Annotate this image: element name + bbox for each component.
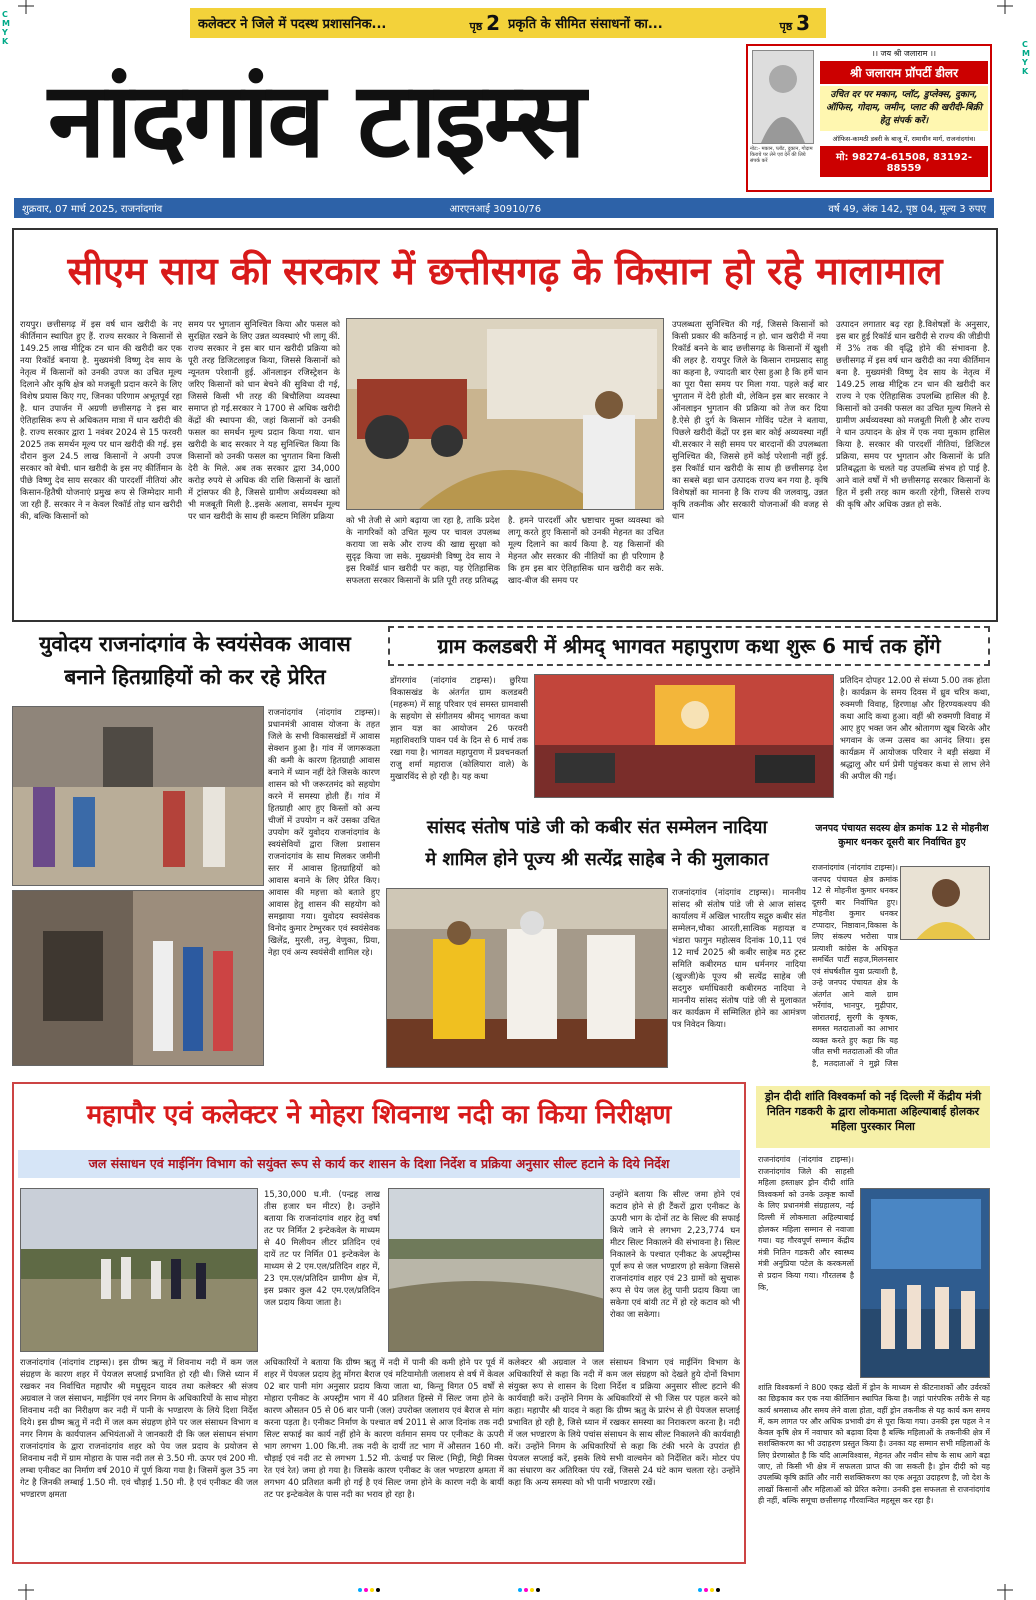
- ad-side-note: नोट:- मकान, प्लॉट, दुकान, गोदाम किराये पर लेने एवं देने की लिये संपर्क करें: [750, 146, 813, 164]
- riverbed-photo: [388, 1188, 604, 1352]
- lead-col-5: उपलब्धता सुनिश्चित की गई, जिससे किसानों को किसी प्रकार की कठिनाई न हो. धान खरीदी में नया रिकॉर्ड बनने के बाद छत्तीसगढ़ के किसानों में खुशी की लहर है. रायपुर जिले के किसान रामप्रसाद साहू का कहना है, ज्यादती बार ऐसा हुआ है कि हमें धान का पूरा पैसा समय पर मिला गया. पहले कई बार भुगतान में देरी होती थी, लेकिन इस बार सरकार ने ऑनलाइन भुगतान की प्रक्रिया को तेज कर दिया है.ऐसे ही दुर्ग के किसान गोविंद पटेल ने बताया, पिछले खरीदी केंद्रों पर इस बार कोई अव्यवस्था नहीं थी.सरकार ने सही समय पर बारदानों की उपलब्धता सुनिश्चित की, जिससे हमें कोई परेशानी नहीं हुई. इस रिकॉर्ड धान खरीदी के साथ ही छत्तीसगढ़ देश का सबसे बड़ा धान उत्पादक राज्य बन गया है. कृषि विशेषज्ञों का मानना है कि राज्य की जलवायु, उन्नत कृषि तकनीक और सरकारी योजनाओं की वजह से धान: [672, 319, 828, 521]
- ad-address: ऑफिस-कामठी डबरी के बाजू में, रामाधीन मार्ग, राजनांदगांव।: [832, 135, 976, 143]
- janpad-portrait: [900, 866, 990, 940]
- mahapaur-headline[interactable]: महापौर एवं कलेक्टर ने मोहरा शिवनाथ नदी का किया निरीक्षण: [86, 1100, 672, 1130]
- lead-col-3: को भी तेजी से आगे बढ़ाया जा रहा है, ताकि प्रदेश के नागरिकों को उचित मूल्य पर चावल उपलब्ध कराया जा सके और राज्य की खाद्य सुरक्षा को सुदृढ़ किया जा सके. मुख्यमंत्री विष्णु देव साय ने इस रिकॉर्ड धान खरीदी पर कहा, यह ऐतिहासिक सफलता सरकार किसानों के प्रति पूरी तरह प्रतिबद्ध: [346, 515, 500, 585]
- lead-headline[interactable]: सीएम साय की सरकार में छत्तीसगढ़ के किसान हो रहे मालामाल: [67, 249, 943, 293]
- drone-didi-headline[interactable]: ड्रोन दीदी शांति विश्वकर्मा को नई दिल्ली में केंद्रीय मंत्री नितिन गडकरी के द्वारा लोकमाता अहिल्याबाई होलकर महिला पुरस्कार मिला: [756, 1086, 990, 1148]
- mahapaur-col-1: राजनांदगांव (नांदगांव टाइम्स)। इस ग्रीष्म ऋतु में शिवनाथ नदी में कम जल संग्रहण के कारण शहर में पेयजल सप्लाई प्रभावित हो रही थी। जिसे ध्यान में रखकर नव निर्वाचित महापौर श्री मधुसूदन यादव तथा कलेक्टर श्री संजय अग्रवाल ने जल संसाधन, माईनिंग एवं नगर निगम के अधिकारियों के साथ मोहरा शिवनाथ नदी का निरीक्षण कर नदी में पानी के भण्डारण के लिये दिशा निर्देश दिये। इस ग्रीष्म ऋतु में नदी में जल कम संग्रहण होने पर जल संसाधन विभाग व नगर निगम के कार्यपालन अभियंताओं ने जानकारी दी कि जल संसाधन संभाग राजनांदगांव के द्वारा राजनांदगांव शहर को पेय जल प्रदाय के प्रयोजन से शिवनाथ नदी में ग्राम मोहारा के पास नदी तल से 3.50 मी. ऊपर एवं 200 मी. लम्बा एनीकट का निर्माण वर्ष 2010 में पूर्ण किया गया है। जिसमें कुल 35 नग गेट है जिनकी लम्बाई 1.50 मी. एवं चौड़ाई 1.50 मी. है एवं एनीकट की जल भण्डारण क्षमता: [20, 1357, 258, 1499]
- sansad-photo: [386, 888, 668, 1068]
- issue-date: शुक्रवार, 07 मार्च 2025, राजनांदगांव: [22, 204, 163, 215]
- bhagwat-col-1: डोंगरगांव (नांदगांव टाइम्स)। छुरिया विकासखंड के अंतर्गत ग्राम कलडबरी (महरूम) में साहू परिवार एवं समस्त ग्रामवासी के सहयोग से संगीतमय श्रीमद् भागवत कथा ज्ञान यज्ञ का आयोजन 26 फरवरी महाशिवरात्रि पावन पर्व के दिन से 6 मार्च तक रखा गया है। भागवत महापुराण में प्रवचनकर्ता राजु शर्मा महाराज (कोलियारा वाले) के मुखारविंद से हो रही है। यह कथा: [390, 675, 528, 781]
- janpad-body: राजनांदगांव (नांदगांव टाइम्स)। जनपद पंचायत क्षेत्र क्रमांक 12 से मोहनीश कुमार धनकर दूसरी बार निर्वाचित हुए। मोहनीश कुमार धनकर टप्पादार, निष्ठावान,विकास के लिए संकल्प भरोसा पात्र प्रत्याशी कांग्रेस के अधिकृत समर्थित पार्टी सहज,मिलनसार एवं संघर्षशील युवा प्रत्याशी है, उन्हे जनपद पंचायत क्षेत्र के अंतर्गत आने वाले ग्राम भर्रेगांव, भानपुर, मुढ़ीपार, जोरातराई, सुरगी के कृषक, समस्त मतदाताओं का आभार व्यक्त करते हुए कहा कि यह जीत सभी मतदाताओं की जीत है, मतदाताओं ने मुझे जिस: [812, 863, 898, 1068]
- sansad-headline[interactable]: सांसद संतोष पांडे जी को कबीर संत सम्मेलन नादिया मे शामिल होने पूज्य श्री सत्येंद्र साहेब ने की मुलाकात: [425, 817, 769, 870]
- teaser-page-1: पृष्ठ 2: [469, 11, 500, 35]
- lead-col-4: है. हमने पारदर्शी और भ्रष्टाचार मुक्त व्यवस्था को लागू करते हुए किसानों को उनकी मेहनत का उचित मूल्य दिलाने का कार्य किया है. यह किसानों की मेहनत और सरकार की नीतियों का ही परिणाम है कि हम इस बार ऐतिहासिक धान खरीदी कर सके. खाद-बीज की समय पर: [508, 515, 664, 585]
- bhagwat-headline[interactable]: ग्राम कलडबरी में श्रीमद् भागवत महापुराण कथा शुरू 6 मार्च तक होंगे: [437, 634, 941, 658]
- award-ceremony-photo: [860, 1188, 990, 1378]
- bhagwat-col-2: प्रतिदिन दोपहर 12.00 से संध्या 5.00 तक होता है। कार्यक्रम के समय दिवस में ध्रुव चरित्र कथा, रुक्मणी विवाह, हिरणाक्ष और हिरण्यकश्यप की कथा आदि कथा हुआ। वहीं श्री रुक्मणी विवाह में आए हुए भक्त जन और श्रोतागण खूब थिरके और भगवान के जन्म उत्सव का आनंद लिया। इस कार्यक्रम में आयोजक परिवार ने बड़ी संख्या में श्रद्धालु और धर्म प्रेमी पहुंचकर कथा से लाभ लेने की अपील की गई।: [840, 675, 990, 781]
- yuvoday-photo-2: [12, 890, 264, 1066]
- teaser-title-2[interactable]: प्रकृति के सीमित संसाधनों का...: [508, 17, 663, 32]
- bhagwat-photo: [534, 674, 834, 798]
- cmyk-mark-left: C M Y K: [2, 10, 10, 46]
- mahapaur-subheadline: जल संसाधन एवं माईनिंग विभाग को सयुंक्त रूप से कार्य कर शासन के दिशा निर्देश व प्रक्रिया अनुसार सील्ट हटाने के दिये निर्देश: [18, 1150, 740, 1178]
- janpad-headline[interactable]: जनपद पंचायत सदस्य क्षेत्र क्रमांक 12 से मोहनीश कुमार धनकर दूसरी बार निर्वाचित हुए: [815, 823, 989, 848]
- mahapaur-col-2b: अधिकारियों ने बताया कि ग्रीष्म ऋतु में नदी में पानी की कमी होने पर पूर्व में शहर में पेयजल प्रदाय हेतु मोंगरा बैराज एवं मटियामोती जलाशय से वर्ष में केवल 02 बार पानी मांग अनुसार प्रदाय किया जाता था, किन्तु विगत 05 वर्षों से मोहारा एनीकट के अपस्ट्रीम भाग में 40 प्रतिशत हिस्से में सिल्ट जमा होने के कारण औसतन 05 से 06 बार पानी (जल) उपरोक्त जलाशय एवं बैराज से मांग करना पड़ता है। एनीकट निर्माण के पश्चात वर्ष 2011 से आज दिनांक तक नदी सिल्ट सफाई का कार्य नहीं होने के कारण वर्तमान समय पर एनीकट के ऊपरी भाग लगभग 1.00 कि.मी. तक नदी के दायीं तट भाग में औसतन 160 मी. चौड़ाई एवं नदी तट से लगभग 1.52 मी. ऊंचाई पर सिल्ट (मिट्टी, मिट्टी मिक्स रेत एवं रेत) जमा हो गया है। जिसके कारण एनीकट के जल भण्डारण क्षमता में लगभग 40 प्रतिशत कमी हो गई है एवं सिल्ट जमा होने के कारण नदी के बायीं तट पर इन्टेकवेल के पास नदी का भराव हो रहा है।: [264, 1357, 504, 1499]
- masthead-title: नांदगांव टाइम्स: [48, 58, 584, 181]
- property-dealer-ad: [746, 44, 992, 192]
- yuvoday-headline[interactable]: युवोदय राजनांदगांव के स्वयंसेवक आवास बनाने हितग्राहियों को कर रहे प्रेरित: [39, 632, 351, 689]
- ad-top-line: ।। जय श्री जलाराम ।।: [871, 49, 937, 58]
- lead-col-6: उत्पादन लगातार बढ़ रहा है.विशेषज्ञों के अनुसार, इस बार हुई रिकॉर्ड धान खरीदी से राज्य की जीडीपी में 3% तक की वृद्धि होने की संभावना है. छत्तीसगढ़ में इस वर्ष धान खरीदी का नया कीर्तिमान बना है. मुख्यमंत्री विष्णु देव साय के नेतृत्व में 149.25 लाख मीट्रिक टन धान की खरीदी कर राज्य ने एक ऐतिहासिक उपलब्धि हासिल की है. किसानों को उनकी फसल का उचित मूल्य मिलने से ग्रामीण अर्थव्यवस्था को मजबूती मिली है और राज्य ने धान उत्पादन के क्षेत्र में एक नया मुकाम हासिल किया है. सरकार की पारदर्शी नीतियां, डिजिटल प्रक्रिया, समय पर भुगतान और किसानों के प्रति प्रतिबद्धता के चलते यह उपलब्धि संभव हो पाई है. आने वाले वर्षों में भी छत्तीसगढ़ सरकार किसानों के हित में इसी तरह काम करती रहेगी, जिससे राज्य की कृषि और अधिक उन्नत हो सके.: [836, 319, 990, 509]
- yuvoday-photo-1: [12, 706, 264, 886]
- paddy-harvest-photo: [346, 318, 664, 510]
- cmyk-mark-right: C M Y K: [1022, 40, 1030, 76]
- sansad-body: राजनांदगांव (नांदगांव टाइम्स)। माननीय सांसद श्री संतोष पांडे जी से आज सांसद कार्यालय में अखिल भारतीय सद्गुरु कबीर संत सम्मेलन,चौका आरती,सात्विक महायज्ञ व भंडारा फागुन महोत्सव दिनांक 10,11 एवं 12 मार्च 2025 श्री कबीर साहेब मठ ट्रस्ट समिति कबीरमठ धाम धर्मनगर नादिया (खुज्जी)के पूज्य श्री सत्येंद्र साहेब जी सदगुरु धर्माधिकारी कबीरमठ नादिया ने माननीय सांसद संतोष पांडे जी से मुलाकात कर कार्यक्रम में सम्मिलित होने का आमंत्रण पत्र निवेदन किया।: [672, 887, 806, 1029]
- dateline-bar: [14, 198, 994, 218]
- mahapaur-col-2: 15,30,000 घ.मी. (पन्द्रह लाख तीस हजार घन मीटर) है। उन्होंने बताया कि राजनांदगांव शहर हेतु वर्षा तट पर निर्मित 2 इन्टेकवेल के माध्यम से 40 मिलीयन लीटर प्रतिदिन एवं दायें तट पर निर्मित 01 इन्टेकवेल के माध्यम से 2 एम.एल/प्रतिदिन शहर में, 23 एम.एल/प्रतिदिन ग्रामीण क्षेत्र में, इस प्रकार कुल 42 एम.एल/प्रतिदिन जल प्रदाय किया जाता है।: [264, 1189, 380, 1307]
- ad-mobile: मो: 98274-61508, 83192-88559: [820, 146, 988, 177]
- mahapaur-col-3b: कलेक्टर श्री अग्रवाल ने जल संसाधन विभाग एवं माईनिंग विभाग के अधिकारियों से कहा कि नदी में कम जल संग्रहण को देखते हुये दोनों विभाग संयुक्त रूप से शासन के दिशा निर्देश व प्रक्रिया अनुसार सील्ट हटाने की कार्यवाही करें। उन्होंने निगम के अधिकारियों से भी जिस पर पहल करने को कहा। महापौर श्री यादव ने कहा कि ग्रीष्म ऋतु के प्रारंभ से ही पेयजल सप्लाई प्रभावित हो रही है, जिसे ध्यान में रखकर समस्या का निराकरण करना है। नदी में जल भण्डारण के लिये पचांस संसाधन के साथ सील्ट निकालने की कार्यवाही करें। उन्होंने निगम के अधिकारियों से कहा कि टंकी भरने के उपरांत ही पेयजल सप्लाई करें, इसके लिये सभी वाल्वमेन को निर्देशित करें। मोटर पंप का संधारण कर अतिरिक्त पंप रखें, जिससे 24 घंटे काम चलता रहे। उन्होंने कहा कि अन्य समस्या को भी पानी भण्डारण रखें।: [508, 1357, 740, 1487]
- yuvoday-body: राजनांदगांव (नांदगांव टाइम्स)। प्रधानमंत्री आवास योजना के तहत जिले के सभी विकासखंडों में आवास सेक्शन हुआ है। गांव में जागरूकता की कमी के कारण हितग्राही आवास बनाने में ध्यान नहीं देते जिसके कारण शासन को भी जरूरतमंद को सहयोग करने में समस्या होती हैं। गांव में हितग्राही आए हुए किस्तों को अन्य चीजों में उपयोग न करें उसका उचित उपयोग करें युवोदय राजनांदगांव के स्वयंसेवियों द्वारा जिला प्रशासन राजनांदगांव के साथ मिलकर जमीनी स्तर में आवास हितग्राहियों को आवास बनाने के लिए प्रेरित किए। आवास की महत्ता को बताते हुए आवास हेतु शासन की सहयोग को समझाया गया। युवोदय स्वयंसेवक विनोद कुमार टेम्भुरकर एवं स्वयंसेवक खिलेंद्र, मुरली, तनु, वेणुका, प्रिया, नेहा एवं अन्य स्वयंसेवी शामिल रहे।: [268, 707, 380, 957]
- rni-number: आरएनआई 30910/76: [449, 204, 542, 215]
- issue-info: वर्ष 49, अंक 142, पृष्ठ 04, मूल्य 3 रुपए: [828, 204, 986, 215]
- drone-didi-col-2: शांति विश्वकर्मा ने 800 एकड़ खेतों में ड्रोन के माध्यम से कीटनाशकों और उर्वरकों का छिड़काव कर एक नया कीर्तिमान स्थापित किया है। जहां पारंपरिक तरीके से यह कार्य श्रमसाध्य और समय लेने वाला होता, वहीं ड्रोन तकनीक से यह कार्य कम समय में, कम लागत पर और अधिक प्रभावी ढंग से पूरा किया गया। उनकी इस पहल ने न केवल कृषि क्षेत्र में नवाचार को बढ़ावा दिया है बल्कि महिलाओं के तकनीकी क्षेत्र में सशक्तिकरण का भी उदाहरण प्रस्तुत किया है। उनका यह सम्मान सभी महिलाओं के लिए प्रेरणास्रोत है कि यदि आत्मविश्वास, मेहनत और नवीन सोच के साथ आगे बढ़ा जाए, तो किसी भी क्षेत्र में सफलता प्राप्त की जा सकती है। ड्रोन दीदी को यह उपलब्धि कृषि क्रांति और नारी सशक्तिकरण का एक अनूठा उदाहरण है, जो देश के लाखों किसानों और महिलाओं को प्रेरित करेगा। उनकी इस सफलता से राजनांदगांव ही नहीं, बल्कि समूचा छत्तीसगढ़ गौरवान्वित महसूस कर रहा है।: [758, 1383, 990, 1505]
- ad-description: उचित दर पर मकान, प्लॉट, डुप्लेक्स, दुकान, ऑफिस, गोदाम, जमीन, प्लाट की खरीदी-बिक्री हेतु संपर्क करें।: [820, 86, 988, 131]
- teaser-title-1[interactable]: कलेक्टर ने जिले में पदस्थ प्रशासनिक...: [198, 17, 387, 32]
- drone-didi-col-1: राजनांदगांव (नांदगांव टाइम्स)। राजनांदगांव जिले की साहसी महिला हस्ताक्षर ड्रोन दीदी शांति विश्वकर्मा को उनके उत्कृष्ट कार्यों के लिए प्रधानमंत्री संग्रहालय, नई दिल्ली में लोकमाता अहिल्याबाई होलकर महिला सम्मान से नवाजा गया। यह गौरवपूर्ण सम्मान केंद्रीय मंत्री नितिन गडकरी और स्वास्थ्य मंत्री अनुप्रिया पटेल के करकमलों से प्रदान किया गया। गौरतलब है कि,: [758, 1155, 854, 1292]
- lead-col-2: समय पर भुगतान सुनिश्चित किया और फसल को सुरक्षित रखने के लिए उन्नत व्यवस्थाएं भी लागू कीं. राज्य सरकार ने इस बार धान खरीदी प्रक्रिया को पूरी तरह डिजिटलाइज किया, जिससे किसानों को न्यूनतम परेशानी हुई. ऑनलाइन रजिस्ट्रेशन के जरिए किसानों को धान बेचने की सुविधा दी गई, जिससे किसी भी तरह की बिचौलिया व्यवस्था समाप्त हो गई.सरकार ने 1700 से अधिक खरीदी केंद्रों की स्थापना की, जहां किसानों को उनकी फसल का समर्थन मूल्य प्रदान किया गया. धान खरीदी के बाद सरकार ने यह सुनिश्चित किया कि किसानों को उनकी फसल का भुगतान बिना किसी देरी के मिले. अब तक सरकार द्वारा 34,000 करोड़ रुपये से अधिक की राशि किसानों के खातों में ट्रांसफर की है, जिससे ग्रामीण अर्थव्यवस्था को भी मजबूती मिली है..इसके अलावा, समर्थन मूल्य पर धान खरीदी के साथ ही कस्टम मिलिंग प्रक्रिया: [188, 319, 340, 521]
- ad-portrait-image: [752, 50, 814, 144]
- mahapaur-col-3: उन्होंने बताया कि सील्ट जमा होने एवं कटाव होने से ही टैंकरों द्वारा एनीकट के ऊपरी भाग के दोनों तट के सिल्ट की सफाई किये जाने से लगभग 2,23,774 घन मीटर सिल्ट निकालने की संभावना है। सिल्ट निकालने के पश्चात एनीकट के अपस्ट्रीम्स पूर्ण रूप से जल भण्डारण हो सकेगा जिससे राजनांदगांव शहर एवं 23 ग्रामों को सुचारू रूप से पेय जल हेतु पानी प्रदाय किया जा सकेगा एवं बांयी तट में हो रहे कटाव को भी रोका जा सकेगा।: [610, 1189, 740, 1319]
- teaser-bar: [190, 8, 826, 38]
- ad-business-name: श्री जलाराम प्रॉपर्टी डीलर: [820, 61, 988, 84]
- teaser-page-2: पृष्ठ 3: [779, 11, 810, 35]
- lead-col-1: रायपुर। छत्तीसगढ़ में इस वर्ष धान खरीदी के नए कीर्तिमान स्थापित हुए हैं. राज्य सरकार ने किसानों से 149.25 लाख मीट्रिक टन धान की खरीदी कर एक नया रिकॉर्ड बनाया है. मुख्यमंत्री विष्णु देव साय के नेतृत्व में किसानों को उनकी उपज का उचित मूल्य दिलाने और कृषि क्षेत्र को मजबूती प्रदान करने के लिए विशेष प्रयास किए गए, जिनका परिणाम अभूतपूर्व रहा है. धान उपार्जन में अग्रणी छत्तीसगढ़ ने इस बार ऐतिहासिक रूप से अधिकतम मात्रा में धान खरीदी की है. राज्य सरकार द्वारा 1 नवंबर 2024 से 15 फरवरी 2025 तक समर्थन मूल्य पर धान खरीदी की गई. इस दौरान कुल 24.5 लाख किसानों ने अपनी उपज सरकार को बेची. धान खरीदी के इस नए कीर्तिमान के पीछे विष्णु देव साय सरकार की पारदर्शी नीतियां और किसान-हितैषी योजनाएं प्रमुख रूप से जिम्मेदार मानी जा रही हैं. सरकार ने न केवल रिकॉर्ड तोड़ धान खरीदी की, बल्कि किसानों को: [20, 319, 182, 521]
- river-inspection-photo: [20, 1188, 258, 1352]
